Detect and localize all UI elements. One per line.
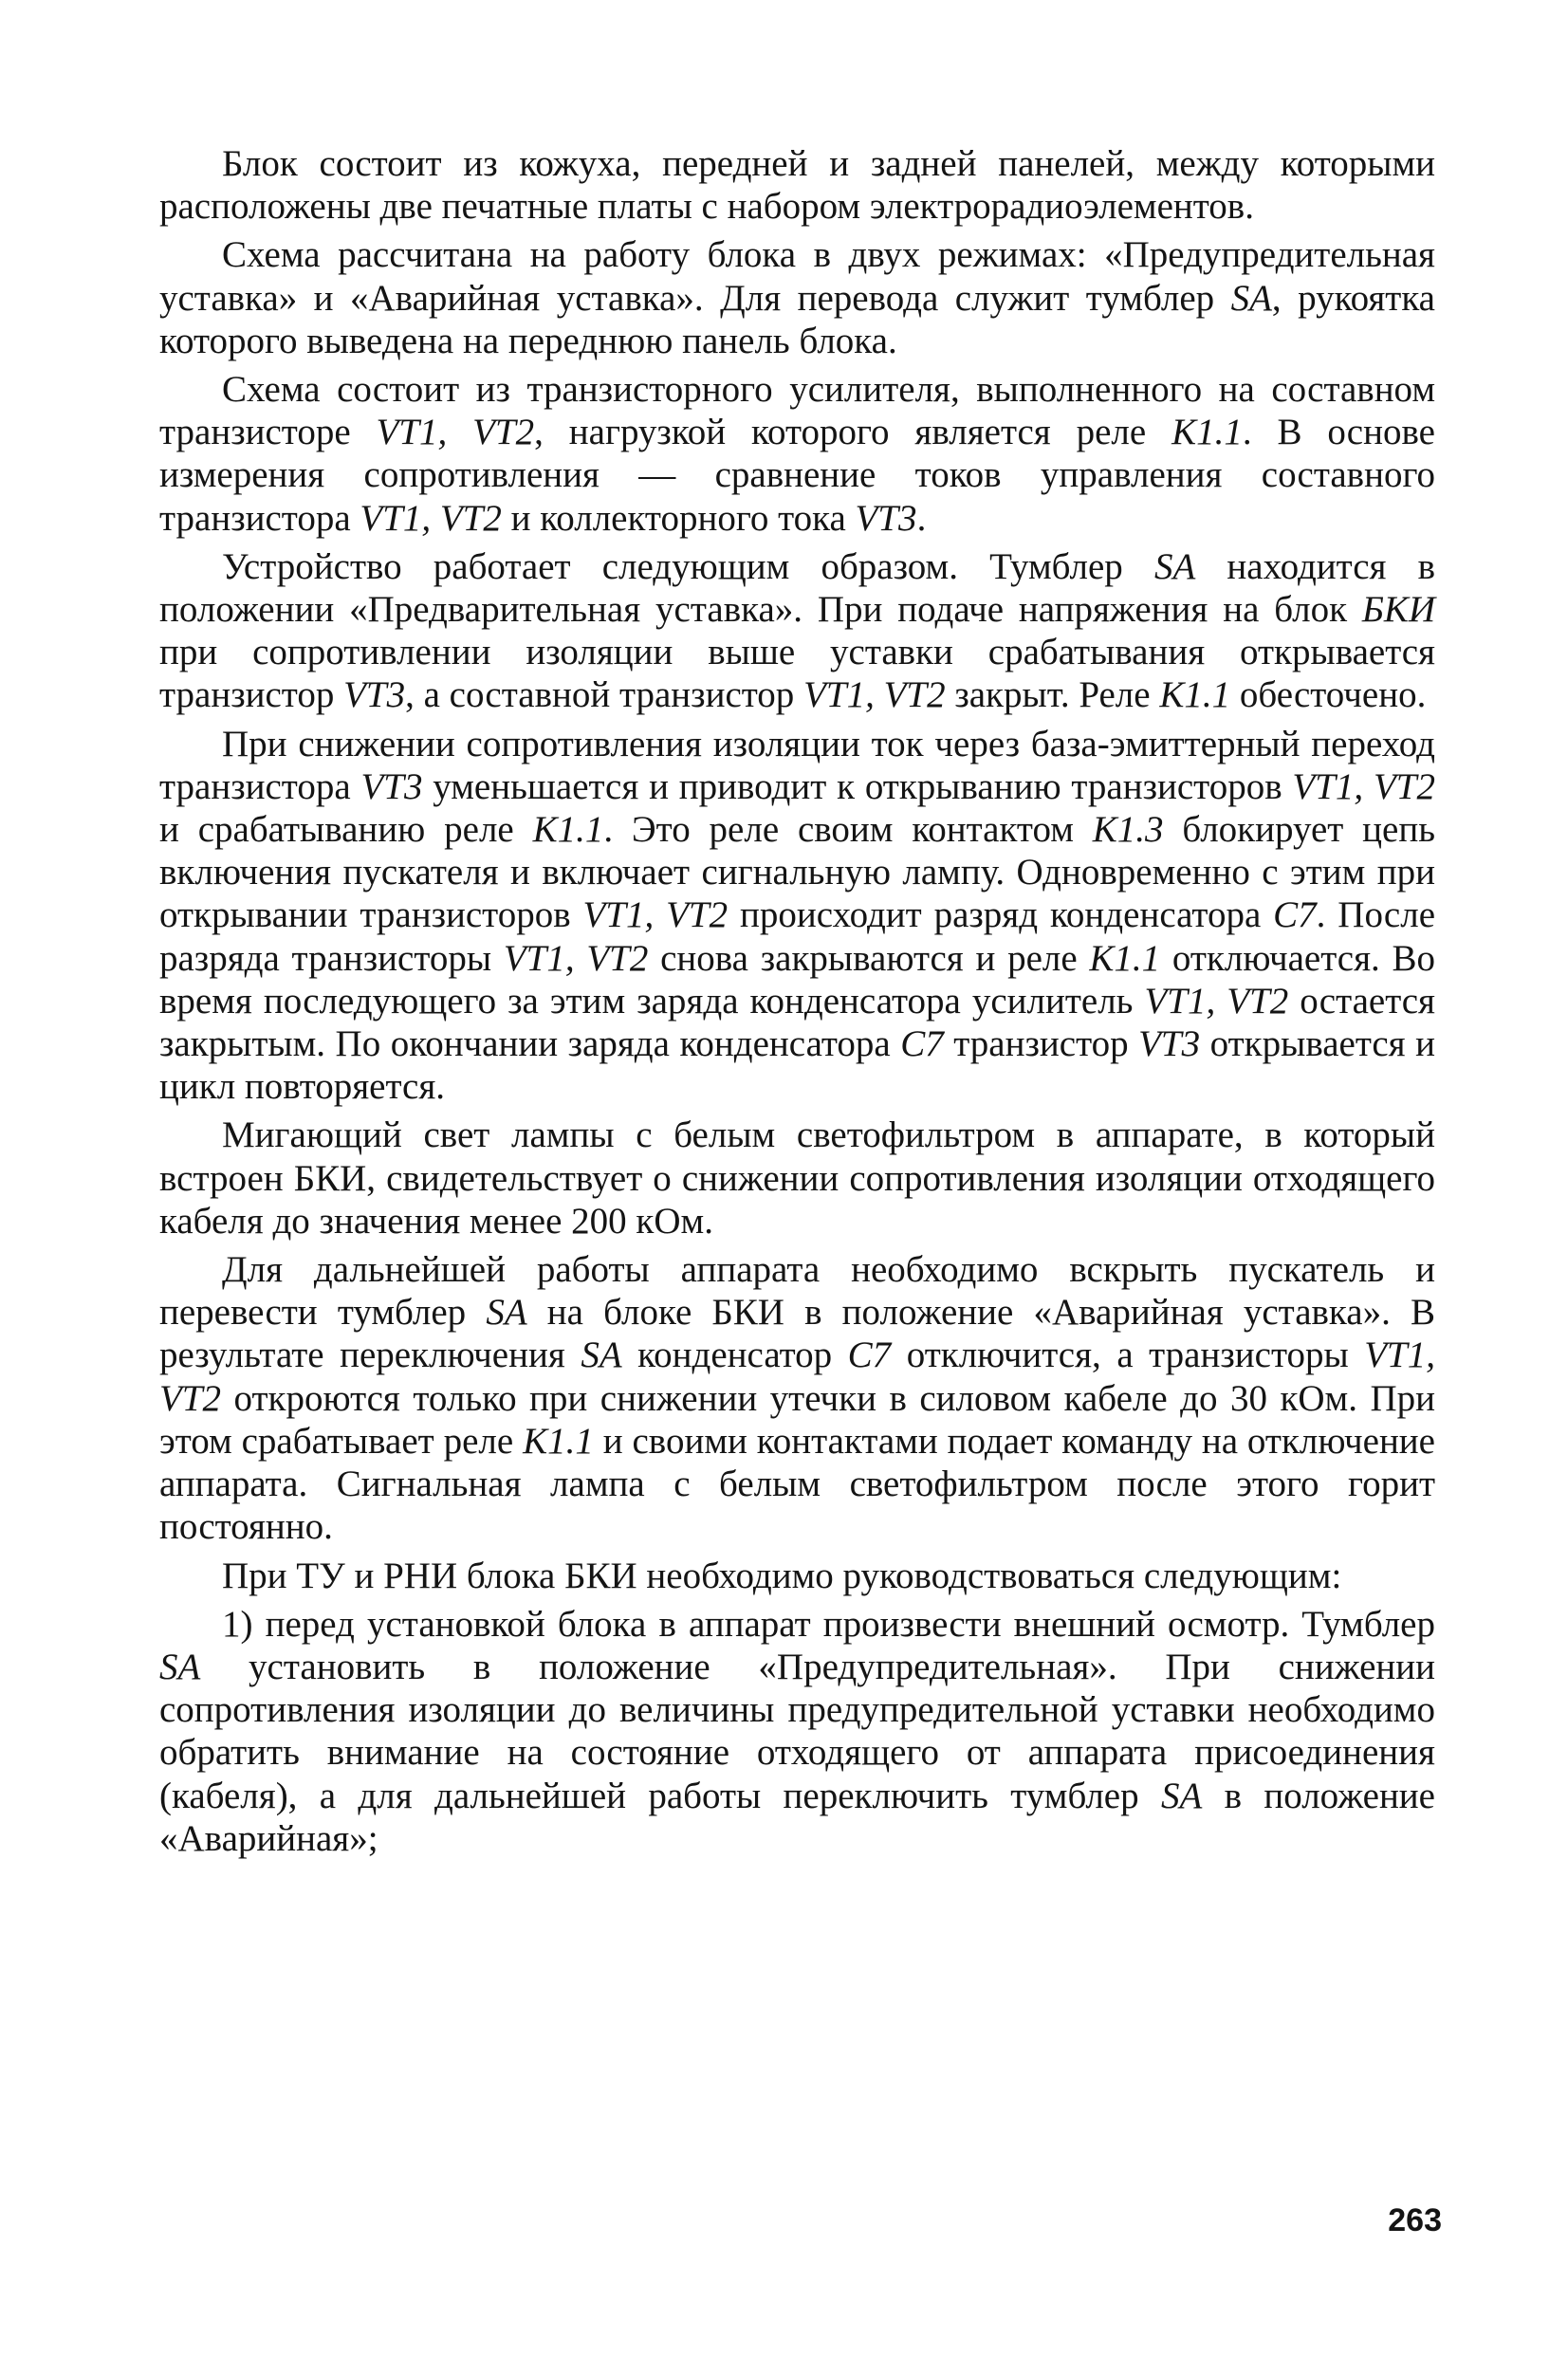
text-run: . Это реле своим контактом: [603, 809, 1093, 851]
paragraph: [159, 1248, 1435, 1548]
text-run: происходит разряд конденсатора: [728, 894, 1274, 936]
paragraph: [159, 1555, 1435, 1597]
symbol-label: VT1, VT2: [803, 674, 946, 716]
text-run: Для дальнейшей работы аппарата необходимо вскрыть пускатель и перевести тумблер: [159, 1249, 1435, 1334]
text-run: в положение «Аварийная»;: [159, 1775, 1435, 1859]
symbol-label: K1.3: [1092, 809, 1164, 851]
symbol-label: SA: [1230, 277, 1272, 319]
symbol-label: БКИ: [1361, 589, 1435, 631]
symbol-label: K1.1: [1171, 412, 1243, 453]
symbol-label: VT1, VT2: [503, 937, 649, 979]
text-run: . В основе измерения сопротивления — сравнение токов управления составного транзистора: [159, 412, 1435, 539]
symbol-label: SA: [1160, 1775, 1203, 1816]
text-run: транзистор: [943, 1023, 1139, 1065]
symbol-label: K1.1: [1089, 937, 1161, 979]
text-run: уменьшается и приводит к открыванию транзисторов: [422, 765, 1293, 807]
symbol-label: VT3: [855, 497, 917, 539]
text-run: установить в положение «Предупредительная». При снижении сопротивления изоляции до величины предупредительной уставки необходимо обратить внимание на состояние отходящего от аппарата присоединения (кабеля), а для дальнейшей работы переключить тумблер: [159, 1646, 1435, 1816]
text-run: закрыт. Реле: [945, 674, 1160, 716]
text-run: находится в положении «Предварительная уставка». При подаче напряжения на блок: [159, 545, 1435, 631]
text-run: .: [916, 497, 927, 539]
symbol-label: SA: [1153, 545, 1196, 587]
symbol-label: VT1, VT2: [1292, 765, 1435, 807]
paragraph: [159, 368, 1435, 540]
text-run: Блок состоит из кожуха, передней и задней панелей, между которыми расположены две печатные платы с набором электрорадиоэлементов.: [159, 143, 1435, 228]
text-run: , нагрузкой которого является реле: [534, 412, 1172, 453]
symbol-label: VT3: [360, 765, 423, 807]
list-item: [159, 1603, 1435, 1860]
symbol-label: VT1, VT2: [582, 894, 729, 936]
text-run: отключится, а транзисторы: [891, 1335, 1365, 1376]
symbol-label: C7: [1273, 894, 1317, 936]
symbol-label: VT1, VT2: [360, 497, 502, 539]
text-run: на блоке БКИ в положение «Аварийная уставка». В результате переключения: [159, 1292, 1435, 1376]
text-run: , рукоятка которого выведена на переднюю панель блока.: [159, 277, 1435, 361]
text-run: Схема рассчитана на работу блока в двух режимах: «Предупредительная уставка» и «Аварийная уставка». Для перевода служит тумблер: [159, 234, 1435, 319]
text-run: . После разряда транзисторы: [159, 894, 1435, 979]
symbol-label: VT1, VT2: [1144, 980, 1289, 1022]
text-run: При снижении сопротивления изоляции ток через база-эмиттерный переход транзистора: [159, 723, 1435, 807]
text-run: Мигающий свет лампы с белым светофильтром в аппарате, в который встроен БКИ, свидетельствует о снижении сопротивления изоляции отходящего кабеля до значения менее 200 кОм.: [159, 1114, 1435, 1242]
symbol-label: K1.1: [523, 1420, 594, 1462]
paragraph: [159, 1114, 1435, 1243]
text-run: отключается. Во время последующего за этим заряда конденсатора усилитель: [159, 937, 1436, 1022]
body-text: [159, 142, 1435, 1866]
text-run: блокирует цепь включения пускателя и включает сигнальную лампу. Одновременно с этим при открывании транзисторов: [159, 809, 1435, 936]
text-run: 1) перед установкой блока в аппарат произвести внешний осмотр. Тумблер: [222, 1603, 1435, 1645]
text-run: конденсатор: [621, 1335, 848, 1376]
text-run: обесточено.: [1230, 674, 1427, 716]
paragraph: [159, 142, 1435, 228]
text-run: при сопротивлении изоляции выше уставки срабатывания открывается транзистор: [159, 632, 1435, 716]
text-run: Устройство работает следующим образом. Тумблер: [222, 545, 1154, 587]
page-number: 263: [1388, 2202, 1442, 2238]
symbol-label: VT1, VT2: [376, 412, 535, 453]
symbol-label: VT1, VT2: [159, 1335, 1435, 1419]
text-run: и своими контактами подает команду на отключение аппарата. Сигнальная лампа с белым светофильтром после этого горит постоянно.: [159, 1420, 1435, 1548]
paragraph: [159, 233, 1435, 362]
symbol-label: C7: [900, 1023, 944, 1065]
symbol-label: K1.1: [532, 809, 604, 851]
symbol-label: SA: [486, 1292, 527, 1334]
text-run: откроются только при снижении утечки в силовом кабеле до 30 кОм. При этом срабатывает реле: [159, 1377, 1435, 1462]
text-run: , а составной транзистор: [405, 674, 804, 716]
text-run: и коллекторного тока: [501, 497, 856, 539]
symbol-label: C7: [847, 1335, 892, 1376]
symbol-label: VT3: [343, 674, 406, 716]
symbol-label: K1.1: [1159, 674, 1231, 716]
paragraph: [159, 723, 1435, 1109]
symbol-label: SA: [581, 1335, 622, 1376]
symbol-label: SA: [159, 1646, 201, 1687]
text-run: Схема состоит из транзисторного усилителя, выполненного на составном транзисторе: [159, 369, 1435, 453]
text-run: остается закрытым. По окончании заряда конденсатора: [159, 980, 1435, 1065]
text-run: снова закрываются и реле: [648, 937, 1090, 979]
symbol-label: VT3: [1138, 1023, 1201, 1065]
paragraph: [159, 545, 1435, 717]
text-run: При ТУ и РНИ блока БКИ необходимо руководствоваться следующим:: [222, 1555, 1342, 1596]
text-run: и срабатыванию реле: [159, 809, 533, 851]
text-run: открывается и цикл повторяется.: [159, 1023, 1435, 1108]
